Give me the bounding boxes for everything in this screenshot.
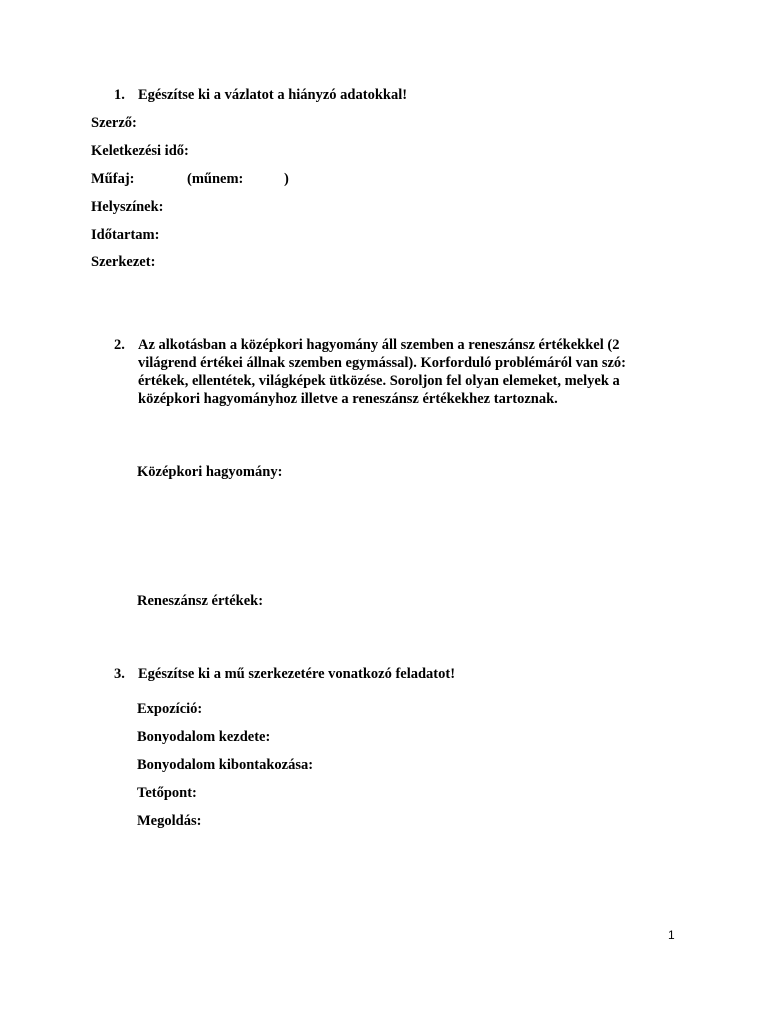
- field-mufaj: Műfaj:: [91, 171, 135, 187]
- field-szerkezet: Szerkezet:: [91, 254, 156, 270]
- item-tetopont: Tetőpont:: [137, 785, 197, 801]
- q2-line: Az alkotásban a középkori hagyomány áll szemben a reneszánsz értékekkel (2: [138, 337, 620, 353]
- field-helyszinek: Helyszínek:: [91, 199, 164, 215]
- q2-number: 2.: [114, 337, 125, 353]
- field-munem-close: ): [284, 171, 289, 187]
- q3-number: 3.: [114, 666, 125, 682]
- item-bonyodalom-kibontakozasa: Bonyodalom kibontakozása:: [137, 757, 314, 773]
- q1-prompt: Egészítse ki a vázlatot a hiányzó adatokkal!: [138, 87, 408, 103]
- q2-line: középkori hagyományhoz illetve a reneszánsz értékekhez tartoznak.: [138, 391, 558, 407]
- item-bonyodalom-kezdete: Bonyodalom kezdete:: [137, 729, 271, 745]
- reneszansz-label: Reneszánsz értékek:: [137, 593, 264, 609]
- page-number: 1: [668, 928, 675, 942]
- q2-line: értékek, ellentétek, világképek ütközése. Soroljon fel olyan elemeket, melyek a: [138, 373, 620, 389]
- q3-prompt: Egészítse ki a mű szerkezetére vonatkozó feladatot!: [138, 666, 456, 682]
- field-munem: (műnem:: [187, 171, 244, 187]
- field-idotartam: Időtartam:: [91, 227, 160, 243]
- kozepkori-label: Középkori hagyomány:: [137, 464, 283, 480]
- q2-paragraph: [138, 336, 678, 408]
- field-szerzo: Szerző:: [91, 115, 137, 131]
- item-megoldas: Megoldás:: [137, 813, 202, 829]
- q1-number: 1.: [114, 87, 125, 103]
- field-keletkezes: Keletkezési idő:: [91, 143, 189, 159]
- q2-line: világrend értékei állnak szemben egymással). Korforduló problémáról van szó:: [138, 355, 627, 371]
- item-expozicio: Expozíció:: [137, 701, 203, 717]
